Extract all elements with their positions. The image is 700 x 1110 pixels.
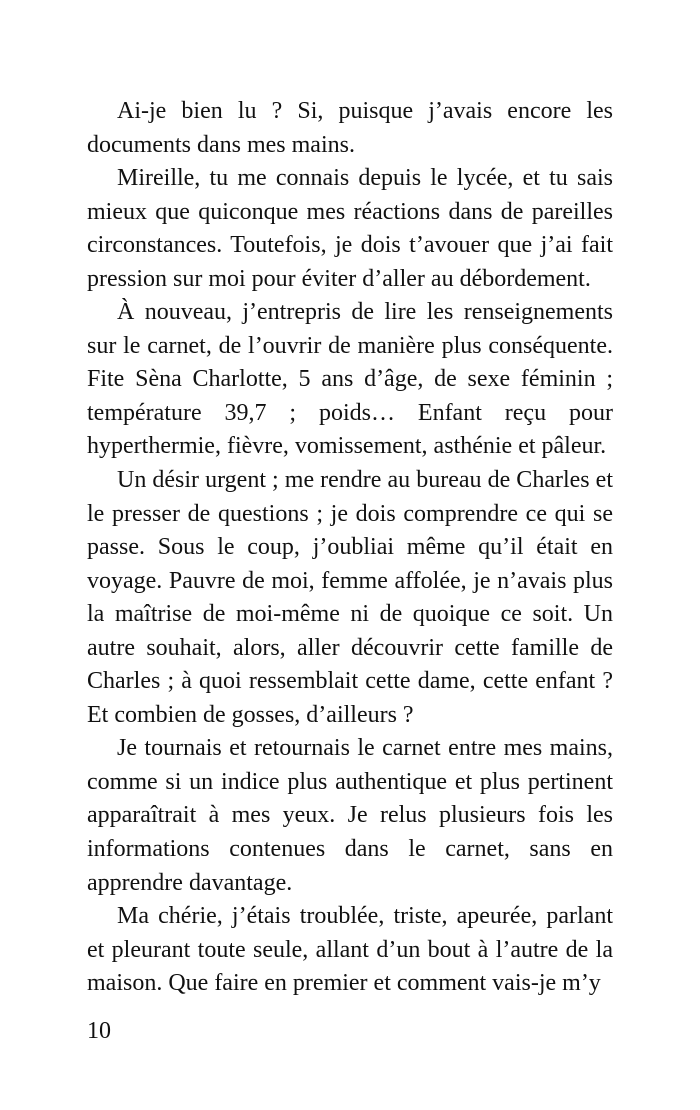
paragraph-6: Ma chérie, j’étais troublée, triste, apeurée, parlant et pleurant toute seule, allant d’un bout à l’autre de la maison. Que faire en premier et comment vais-je m’y — [87, 903, 613, 997]
page-number: 10 — [87, 1018, 111, 1044]
body-text — [87, 95, 613, 1001]
paragraph-5: Je tournais et retournais le carnet entre mes mains, comme si un indice plus authentique et plus pertinent apparaîtrait à mes yeux. Je relus plusieurs fois les informations contenues dans le carnet, sans en apprendre davantage. — [87, 735, 613, 896]
paragraph-2: Mireille, tu me connais depuis le lycée, et tu sais mieux que quiconque mes réactions dans de pareilles circonstances. Toutefois, je dois t’avouer que j’ai fait pression sur moi pour éviter d’aller au débordement. — [87, 165, 613, 292]
paragraph-1: Ai-je bien lu ? Si, puisque j’avais encore les documents dans mes mains. — [87, 98, 613, 158]
paragraph-4: Un désir urgent ; me rendre au bureau de Charles et le presser de questions ; je dois comprendre ce qui se passe. Sous le coup, j’oubliai même qu’il était en voyage. Pauvre de moi, femme affolée, je n’avais plus la maîtrise de moi-même ni de quoique ce soit. Un autre souhait, alors, aller découvrir cette famille de Charles ; à quoi ressemblait cette dame, cette enfant ? Et combien de gosses, d’ailleurs ? — [87, 467, 613, 728]
paragraph-3: À nouveau, j’entrepris de lire les renseignements sur le carnet, de l’ouvrir de manière plus conséquente. Fite Sèna Charlotte, 5 ans d’âge, de sexe féminin ; température 39,7 ; poids… Enfant reçu pour hyperthermie, fièvre, vomissement, asthénie et pâleur. — [87, 299, 613, 460]
